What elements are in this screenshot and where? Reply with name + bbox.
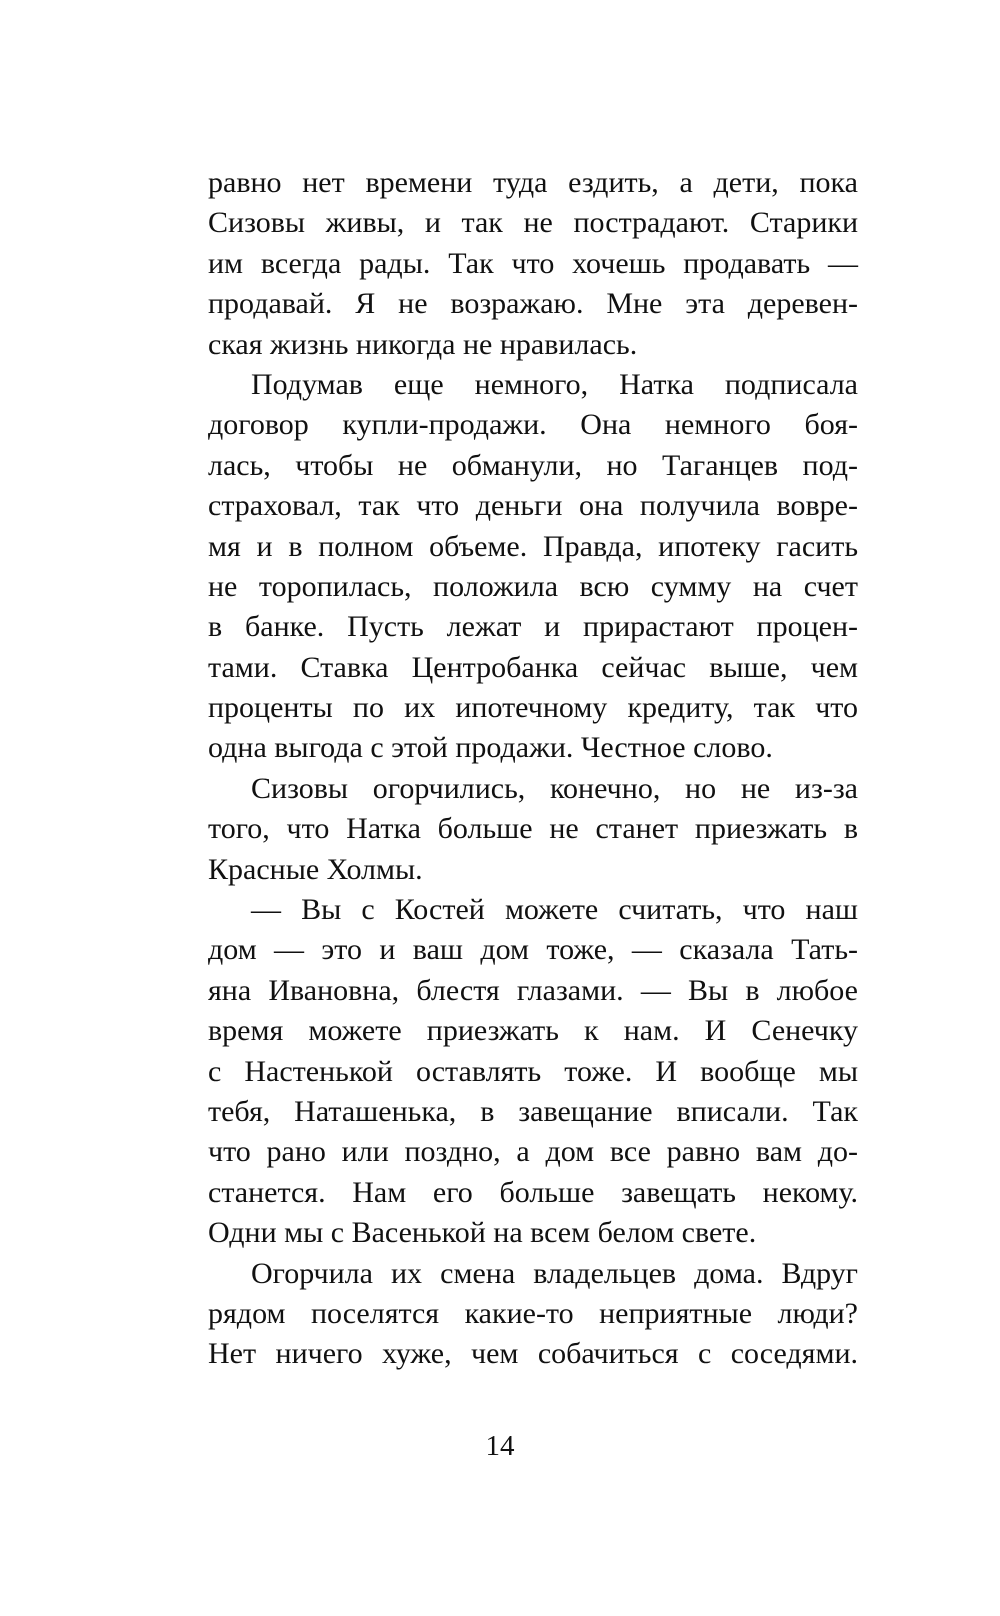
text-line: станется. Нам его больше завещать некому. (208, 1175, 858, 1209)
text-line: с Настенькой оставлять тоже. И вообще мы (208, 1054, 858, 1088)
text-line: не торопилась, положила всю сумму на счет (208, 569, 858, 603)
text-line: того, что Натка больше не станет приезжать в (208, 812, 858, 846)
text-line: рядом поселятся какие-то неприятные люди? (208, 1296, 858, 1330)
text-line: ская жизнь никогда не нравилась. (208, 327, 638, 361)
text-line: лась, чтобы не обманули, но Таганцев под- (208, 448, 858, 482)
text-line: в банке. Пусть лежат и прирастают процен- (208, 610, 858, 644)
text-line: тебя, Наташенька, в завещание вписали. Так (208, 1094, 858, 1128)
text-line: Огорчила их смена владельцев дома. Вдруг (251, 1256, 858, 1290)
text-line: яна Ивановна, блестя глазами. — Вы в любое (208, 973, 858, 1007)
text-line: Сизовы живы, и так не пострадают. Старики (208, 206, 858, 240)
text-line: Подумав еще немного, Натка подписала (251, 367, 858, 401)
text-line: Красные Холмы. (208, 852, 423, 886)
page-number: 14 (485, 1430, 515, 1462)
text-line: тами. Ставка Центробанка сейчас выше, чем (208, 650, 858, 684)
text-line: равно нет времени туда ездить, а дети, пока (208, 166, 858, 199)
text-line: Сизовы огорчились, конечно, но не из-за (251, 771, 858, 805)
text-line: — Вы с Костей можете считать, что наш (251, 893, 858, 927)
text-line: дом — это и ваш дом тоже, — сказала Тать- (208, 933, 858, 967)
text-line: время можете приезжать к нам. И Сенечку (208, 1014, 858, 1048)
text-line: договор купли-продажи. Она немного боя- (208, 408, 858, 442)
body-text (208, 163, 858, 1375)
text-line: что рано или поздно, а дом все равно вам до- (208, 1135, 858, 1169)
text-line: страховал, так что деньги она получила вовре- (208, 489, 858, 523)
text-line: Нет ничего хуже, чем собачиться с соседями. (208, 1337, 858, 1371)
text-line: продавай. Я не возражаю. Мне эта деревен- (208, 287, 858, 321)
text-line: проценты по их ипотечному кредиту, так что (208, 691, 858, 725)
text-line: им всегда рады. Так что хочешь продавать — (208, 246, 858, 280)
text-line: мя и в полном объеме. Правда, ипотеку гасить (208, 529, 858, 563)
text-line: Одни мы с Васенькой на всем белом свете. (208, 1216, 757, 1250)
text-line: одна выгода с этой продажи. Честное слово. (208, 731, 773, 765)
